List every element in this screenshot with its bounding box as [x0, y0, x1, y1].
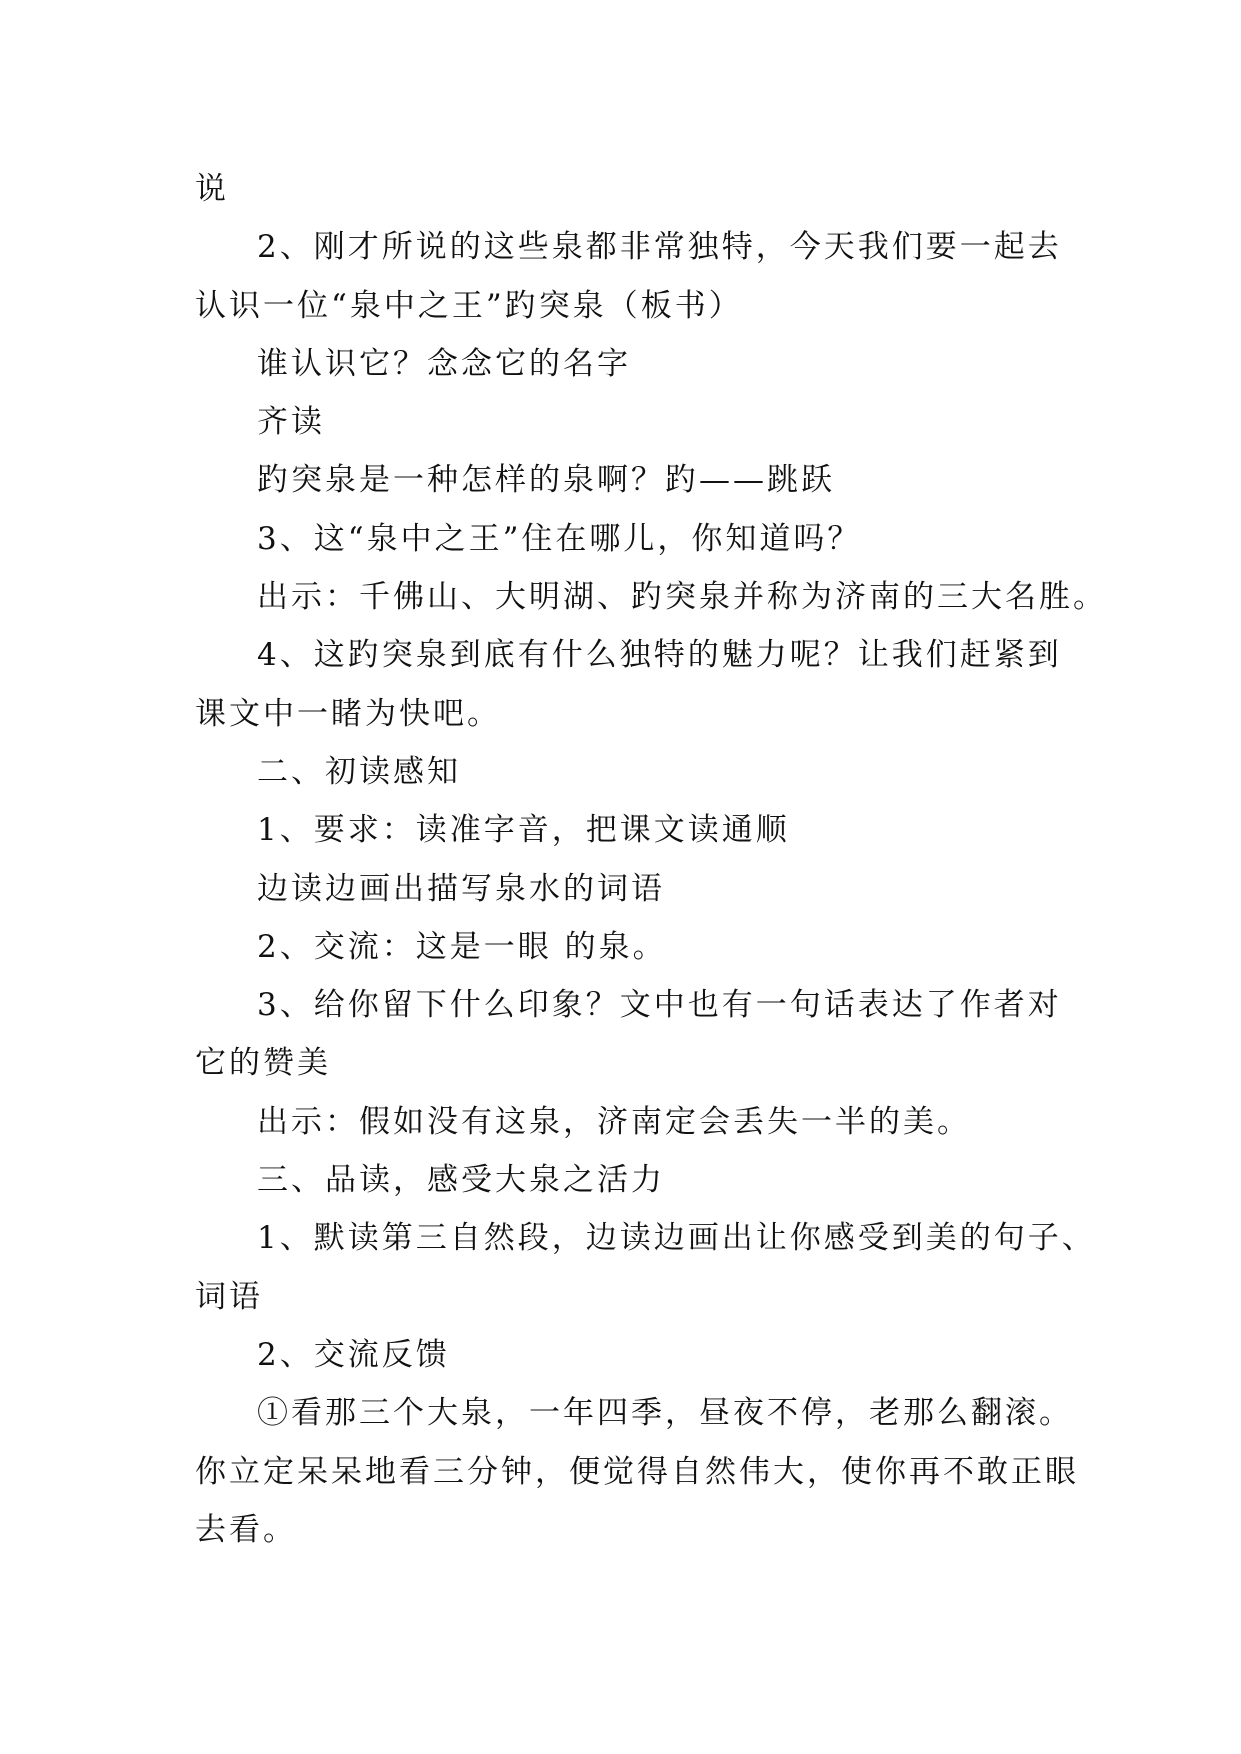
text-line: 边读边画出描写泉水的词语 — [257, 870, 665, 907]
text-line: 齐读 — [257, 404, 325, 441]
text-line: 你立定呆呆地看三分钟，便觉得自然伟大，使你再不敢正眼 — [195, 1453, 1079, 1490]
text-line: 课文中一睹为快吧。 — [195, 695, 501, 732]
text-line: 出示：千佛山、大明湖、趵突泉并称为济南的三大名胜。 — [257, 579, 1107, 616]
text-line: 2、刚才所说的这些泉都非常独特，今天我们要一起去 — [257, 229, 1062, 266]
text-line: 谁认识它？念念它的名字 — [257, 345, 631, 382]
text-line: 趵突泉是一种怎样的泉啊？趵——跳跃 — [257, 462, 835, 499]
text-line: 二、初读感知 — [257, 753, 461, 790]
text-line: 出示：假如没有这泉，济南定会丢失一半的美。 — [257, 1103, 971, 1140]
text-line: 1、要求：读准字音，把课文读通顺 — [257, 812, 790, 849]
text-line: 词语 — [195, 1278, 263, 1315]
text-line: 去看。 — [195, 1511, 297, 1548]
text-line: 2、交流反馈 — [257, 1336, 450, 1373]
text-line: 它的赞美 — [195, 1045, 331, 1082]
text-line: ①看那三个大泉，一年四季，昼夜不停，老那么翻滚。 — [257, 1395, 1073, 1432]
text-line: 1、默读第三自然段，边读边画出让你感受到美的句子、 — [257, 1220, 1096, 1257]
text-line: 2、交流：这是一眼 的泉。 — [257, 928, 667, 965]
text-line: 三、品读，感受大泉之活力 — [257, 1162, 665, 1199]
text-line: 4、这趵突泉到底有什么独特的魅力呢？让我们赶紧到 — [257, 637, 1062, 674]
text-line: 3、给你留下什么印象？文中也有一句话表达了作者对 — [257, 987, 1062, 1024]
text-line: 3、这“泉中之王”住在哪儿，你知道吗？ — [257, 520, 862, 557]
text-line: 说 — [195, 171, 229, 207]
text-line: 认识一位“泉中之王”趵突泉（板书） — [195, 287, 743, 324]
document-body — [195, 160, 1107, 1559]
